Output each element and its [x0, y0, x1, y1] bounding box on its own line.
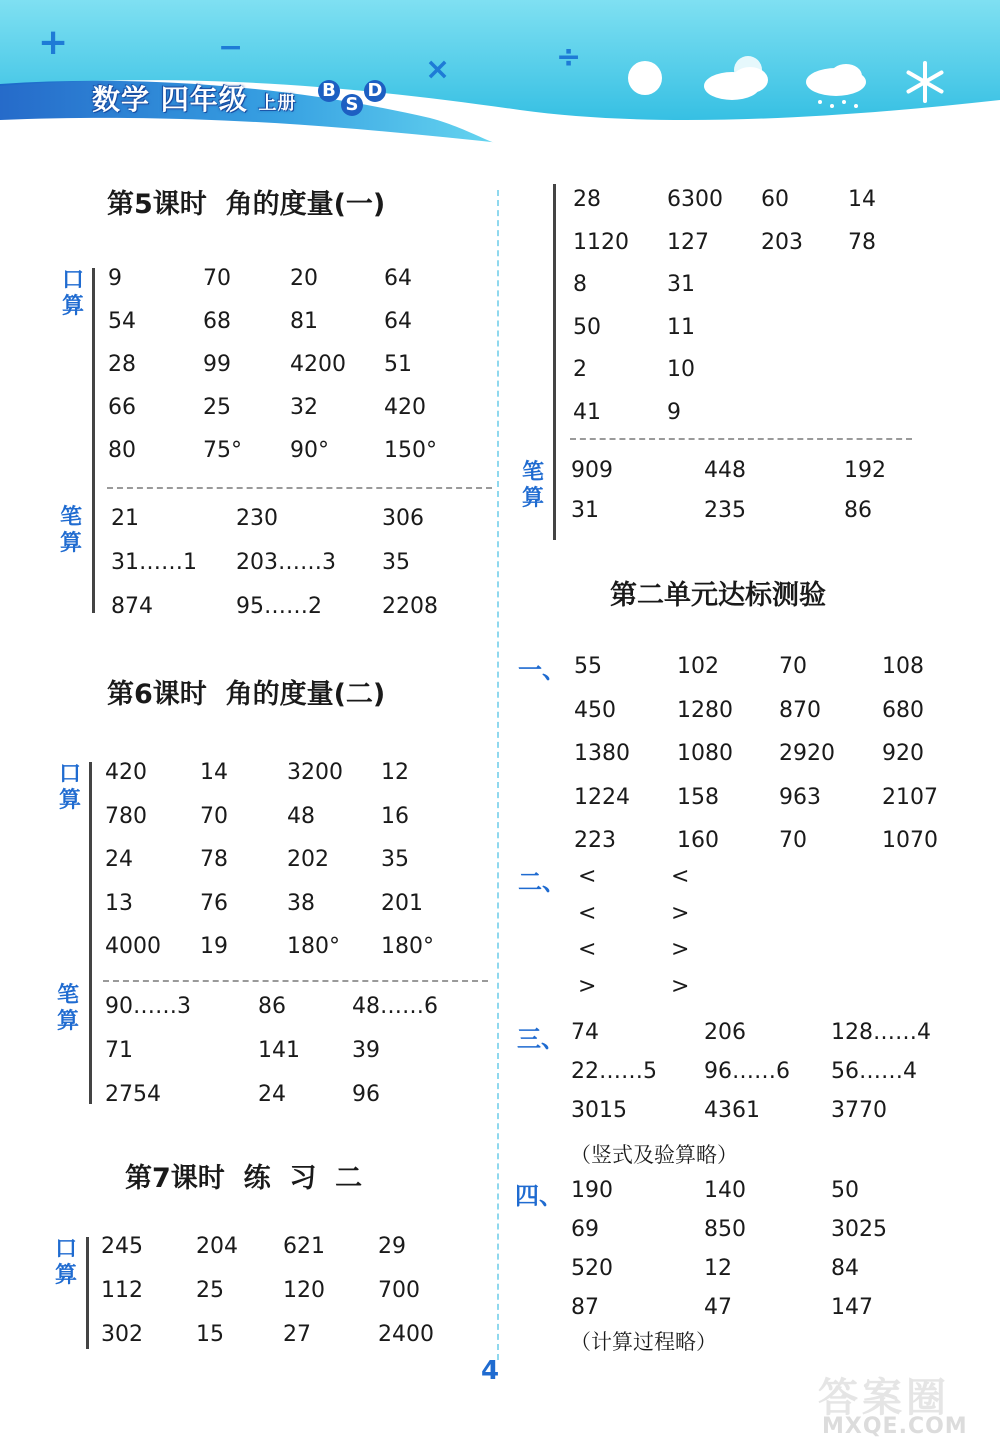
divide-symbol-icon: ÷: [556, 40, 582, 75]
answer-cell: 306: [382, 506, 424, 531]
question-1-number: 一、: [518, 656, 566, 684]
lesson6-bracket: [89, 762, 92, 1104]
answer-cell: 64: [384, 266, 412, 291]
answer-cell: 87: [571, 1295, 599, 1320]
answer-cell: 2400: [378, 1322, 434, 1347]
answer-cell: 108: [882, 654, 924, 679]
answer-cell: 95……2: [236, 594, 322, 619]
times-symbol-icon: ×: [425, 52, 451, 87]
answer-cell: 11: [667, 314, 695, 340]
answer-cell: 28: [573, 187, 601, 212]
answer-cell: 31……1: [111, 550, 197, 575]
answer-cell: 6300: [667, 187, 723, 212]
edition-letter-d: D: [364, 80, 386, 102]
answer-cell: 80: [108, 438, 136, 463]
answer-cell: 102: [677, 654, 719, 679]
answer-cell: 50: [573, 314, 601, 340]
answer-cell: 96……6: [704, 1059, 790, 1084]
answer-cell: 245: [101, 1234, 143, 1259]
answer-cell: 140: [704, 1178, 746, 1203]
answer-cell: 25: [196, 1278, 224, 1303]
answer-cell: 963: [779, 784, 821, 810]
answer-cell: 2: [573, 357, 587, 382]
answer-cell: 3200: [287, 760, 343, 785]
answer-cell: 51: [384, 352, 412, 377]
answer-cell: 302: [101, 1322, 143, 1347]
snowflake-icon: [903, 60, 947, 104]
answer-cell: 54: [108, 309, 136, 334]
answer-cell: 230: [236, 506, 278, 531]
answer-cell: 13: [105, 890, 133, 916]
header-banner: [0, 0, 1000, 145]
answer-cell: 192: [844, 458, 886, 483]
lesson7-title: 第7课时 练 习 二: [125, 1163, 363, 1194]
answer-cell: 32: [290, 395, 318, 420]
answer-cell: 112: [101, 1278, 143, 1303]
answer-cell: 700: [378, 1278, 420, 1303]
answer-cell: 70: [779, 654, 807, 679]
answer-cell: 9: [108, 266, 122, 291]
answer-cell: 874: [111, 594, 153, 619]
book-title: 数学 四年级 上册: [92, 83, 297, 116]
answer-cell: <: [578, 900, 597, 926]
answer-cell: 1070: [882, 828, 938, 853]
answer-cell: 223: [574, 828, 616, 853]
answer-cell: 86: [258, 994, 286, 1019]
answer-cell: 66: [108, 395, 136, 420]
answer-cell: 50: [831, 1178, 859, 1203]
answer-cell: 190: [571, 1178, 613, 1203]
rain-cloud-icon: [800, 60, 876, 114]
answer-cell: >: [671, 973, 690, 999]
answer-cell: 70: [200, 803, 228, 829]
continued-bracket: [553, 184, 556, 540]
question-4-number: 四、: [515, 1182, 563, 1210]
answer-cell: 1080: [677, 741, 733, 766]
answer-cell: 16: [381, 803, 409, 829]
answer-cell: 90°: [290, 438, 329, 463]
answer-cell: 870: [779, 697, 821, 723]
answer-cell: 3770: [831, 1098, 887, 1123]
answer-cell: >: [671, 937, 690, 962]
answer-cell: 850: [704, 1217, 746, 1242]
answer-cell: 81: [290, 309, 318, 334]
lesson7-oral-label: 口算: [54, 1237, 77, 1288]
answer-cell: 28: [108, 352, 136, 377]
lesson6-written-label: 笔算: [56, 983, 79, 1034]
answer-cell: 64: [384, 309, 412, 334]
unit-test-title: 第二单元达标测验: [610, 580, 826, 611]
answer-cell: 4200: [290, 352, 346, 377]
lesson5-title: 第5课时 角的度量(一): [107, 189, 386, 220]
answer-cell: 235: [704, 498, 746, 523]
answer-cell: 160: [677, 828, 719, 853]
answer-cell: 38: [287, 890, 315, 916]
book-volume: 上册: [258, 93, 297, 114]
answer-cell: 520: [571, 1256, 613, 1281]
answer-cell: 147: [831, 1295, 873, 1320]
answer-cell: 14: [200, 760, 228, 785]
answer-cell: 180°: [381, 934, 434, 959]
answer-cell: 41: [573, 399, 601, 425]
answer-cell: 78: [200, 847, 228, 872]
answer-cell: 203: [761, 229, 803, 255]
answer-cell: 55: [574, 654, 602, 679]
answer-cell: 56……4: [831, 1059, 917, 1084]
sun-cloud-icon: [700, 52, 780, 104]
answer-cell: 621: [283, 1234, 325, 1259]
plus-symbol-icon: +: [38, 22, 69, 63]
question-3-number: 三、: [517, 1025, 565, 1053]
answer-cell: 15: [196, 1322, 224, 1347]
answer-cell: <: [671, 864, 690, 889]
answer-cell: 70: [779, 828, 807, 853]
answer-cell: 78: [848, 229, 876, 255]
question-4-note: （计算过程略）: [570, 1330, 717, 1354]
answer-cell: 127: [667, 229, 709, 255]
answer-cell: 70: [203, 266, 231, 291]
watermark-text: 答案圈: [818, 1375, 950, 1421]
answer-cell: 4000: [105, 934, 161, 959]
minus-symbol-icon: −: [218, 30, 244, 65]
answer-cell: 14: [848, 187, 876, 212]
answer-cell: 128……4: [831, 1020, 931, 1045]
answer-cell: 21: [111, 506, 139, 531]
answer-cell: 24: [105, 847, 133, 872]
continued-separator: [570, 438, 912, 440]
answer-cell: 420: [105, 760, 147, 785]
edition-letter-s: S: [341, 94, 363, 116]
answer-cell: 204: [196, 1234, 238, 1259]
answer-cell: 202: [287, 847, 329, 872]
answer-cell: 29: [378, 1234, 406, 1259]
answer-cell: 150°: [384, 438, 437, 463]
answer-cell: 27: [283, 1322, 311, 1347]
lesson6-title: 第6课时 角的度量(二): [107, 679, 386, 710]
answer-cell: 48……6: [352, 994, 438, 1019]
answer-cell: 31: [571, 498, 599, 523]
answer-cell: 180°: [287, 934, 340, 959]
answer-cell: 71: [105, 1038, 133, 1063]
lesson5-bracket: [92, 268, 95, 613]
answer-cell: 1380: [574, 741, 630, 766]
answer-cell: 1280: [677, 697, 733, 723]
lesson5-separator: [107, 487, 492, 489]
answer-cell: <: [578, 937, 597, 962]
answer-cell: 158: [677, 784, 719, 810]
answer-cell: 8: [573, 272, 587, 297]
answer-cell: 920: [882, 741, 924, 766]
lesson5-oral-label: 口算: [61, 268, 84, 319]
answer-cell: 39: [352, 1038, 380, 1063]
answer-cell: 74: [571, 1020, 599, 1045]
answer-cell: 450: [574, 697, 616, 723]
answer-cell: 90……3: [105, 994, 191, 1019]
edition-letter-b: B: [318, 80, 340, 102]
answer-cell: 99: [203, 352, 231, 377]
answer-cell: 2920: [779, 741, 835, 766]
answer-cell: 48: [287, 803, 315, 829]
answer-cell: 12: [381, 760, 409, 785]
answer-cell: 420: [384, 395, 426, 420]
answer-cell: 19: [200, 934, 228, 959]
answer-cell: 69: [571, 1217, 599, 1242]
answer-cell: 35: [381, 847, 409, 872]
answer-cell: 206: [704, 1020, 746, 1045]
answer-cell: 22……5: [571, 1059, 657, 1084]
answer-cell: 3025: [831, 1217, 887, 1242]
lesson5-written-label: 笔算: [59, 505, 82, 556]
answer-cell: 84: [831, 1256, 859, 1281]
answer-cell: 86: [844, 498, 872, 523]
answer-cell: 680: [882, 697, 924, 723]
answer-cell: 76: [200, 890, 228, 916]
answer-cell: 2754: [105, 1082, 161, 1107]
answer-cell: 1224: [574, 784, 630, 810]
answer-cell: 75°: [203, 438, 242, 463]
answer-cell: >: [671, 900, 690, 926]
answer-cell: 120: [283, 1278, 325, 1303]
answer-cell: 60: [761, 187, 789, 212]
answer-cell: 141: [258, 1038, 300, 1063]
lesson6-oral-label: 口算: [58, 762, 81, 813]
answer-cell: 68: [203, 309, 231, 334]
answer-cell: 35: [382, 550, 410, 575]
answer-cell: 12: [704, 1256, 732, 1281]
answer-cell: 24: [258, 1082, 286, 1107]
answer-cell: 20: [290, 266, 318, 291]
watermark-logo: [812, 1370, 992, 1450]
answer-cell: 909: [571, 458, 613, 483]
question-2-number: 二、: [518, 868, 566, 896]
answer-cell: 780: [105, 803, 147, 829]
answer-cell: 1120: [573, 229, 629, 255]
watermark-url: MXQE.COM: [822, 1414, 968, 1439]
answer-cell: 201: [381, 890, 423, 916]
answer-cell: <: [578, 864, 597, 889]
answer-cell: 96: [352, 1082, 380, 1107]
answer-cell: 10: [667, 357, 695, 382]
answer-cell: 31: [667, 272, 695, 297]
answer-cell: 3015: [571, 1098, 627, 1123]
answer-cell: 4361: [704, 1098, 760, 1123]
continued-written-label: 笔算: [521, 460, 544, 511]
answer-cell: 2208: [382, 594, 438, 619]
lesson6-separator: [103, 980, 488, 982]
answer-cell: 47: [704, 1295, 732, 1320]
sun-icon: [625, 58, 665, 98]
answer-cell: 9: [667, 399, 681, 425]
answer-cell: 203……3: [236, 550, 336, 575]
answer-cell: 25: [203, 395, 231, 420]
answer-cell: 2107: [882, 784, 938, 810]
lesson7-bracket: [86, 1237, 89, 1349]
page-number: 4: [481, 1356, 500, 1386]
question-3-note: （竖式及验算略）: [570, 1143, 738, 1167]
answer-cell: 448: [704, 458, 746, 483]
answer-cell: >: [578, 973, 597, 999]
column-divider: [497, 190, 499, 1360]
